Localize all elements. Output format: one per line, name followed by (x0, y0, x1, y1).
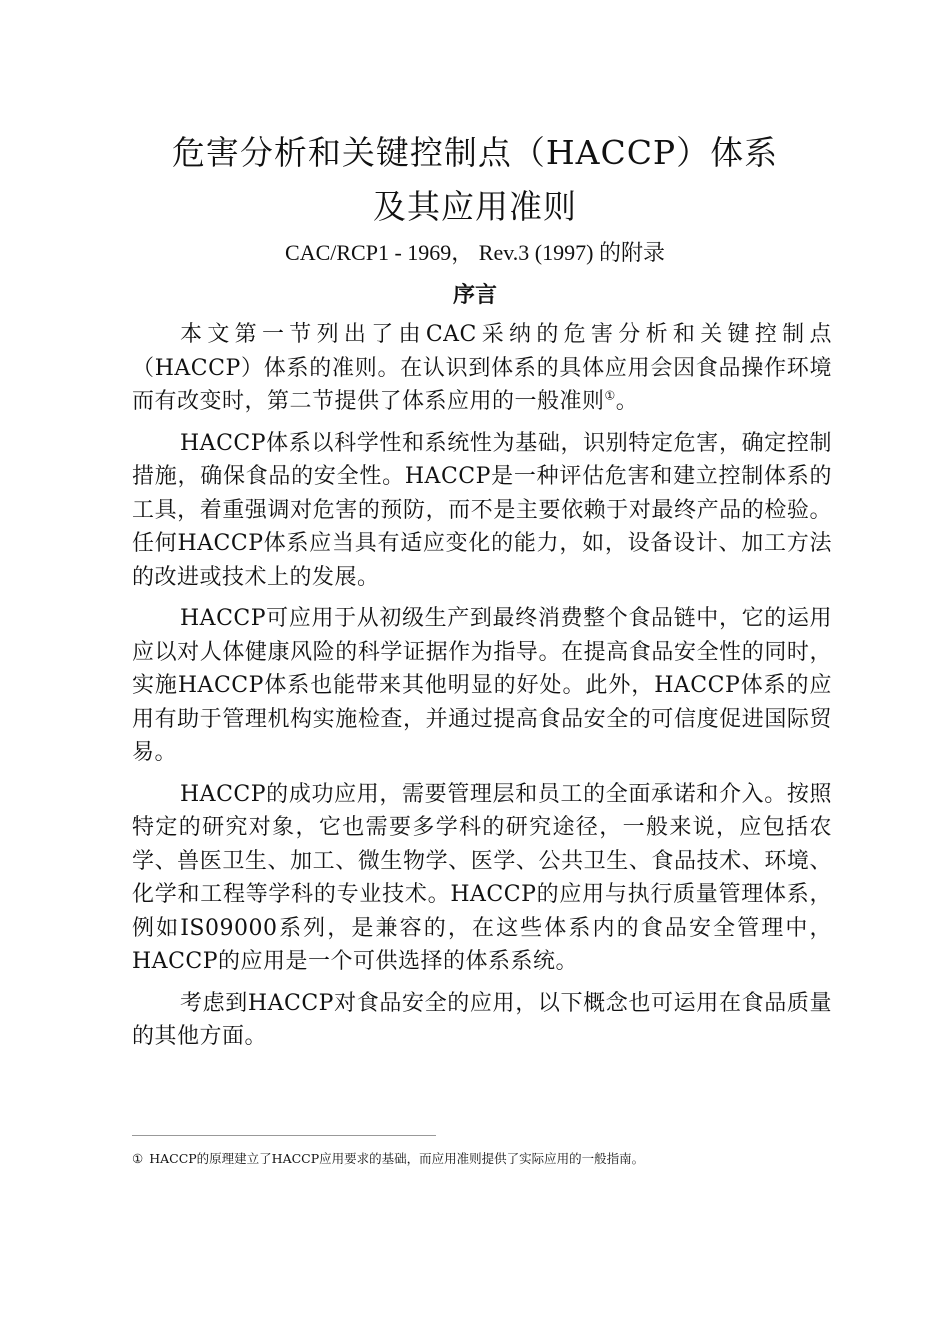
footnote (132, 1150, 832, 1168)
footnote-text: HACCP的原理建立了HACCP应用要求的基础，而应用准则提供了实际应用的一般指南。 (149, 1151, 645, 1166)
paragraph-2: HACCP体系以科学性和系统性为基础，识别特定危害，确定控制措施，确保食品的安全性。HACCP是一种评估危害和建立控制体系的工具，着重强调对危害的预防，而不是主要依赖于对最终产品的检验。任何HACCP体系应当具有适应变化的能力，如，设备设计、加工方法的改进或技术上的发展。 (132, 430, 832, 590)
document-subtitle: CAC/RCP1 - 1969， Rev.3 (1997) 的附录 (285, 240, 665, 265)
paragraph-1-text: 本文第一节列出了由CAC采纳的危害分析和关键控制点（HACCP）体系的准则。在认识到体系的具体应用会因食品操作环境而有改变时，第二节提供了体系应用的一般准则 (132, 322, 832, 414)
document-title-line-1: 危害分析和关键控制点（HACCP）体系 (171, 133, 779, 172)
paragraph-4: HACCP的成功应用，需要管理层和员工的全面承诺和介入。按照特定的研究对象，它也需要多学科的研究途径，一般来说，应包括农学、兽医卫生、加工、微生物学、医学、公共卫生、食品技术、环境、化学和工程等学科的专业技术。HACCP的应用与执行质量管理体系，例如IS09000系列，是兼容的，在这些体系内的食品安全管理中，HACCP的应用是一个可供选择的体系系统。 (132, 781, 832, 974)
footnote-separator (132, 1135, 436, 1136)
paragraph-5: 考虑到HACCP对食品安全的应用，以下概念也可运用在食品质量的其他方面。 (132, 990, 832, 1049)
paragraph-1 (132, 318, 832, 419)
paragraph-1-end: 。 (615, 389, 639, 414)
body-text (132, 318, 832, 1062)
footnote-marker: ① (132, 1151, 144, 1166)
paragraph-3: HACCP可应用于从初级生产到最终消费整个食品链中，它的运用应以对人体健康风险的科学证据作为指导。在提高食品安全性的同时，实施HACCP体系也能带来其他明显的好处。此外，HACCP体系的应用有助于管理机构实施检查，并通过提高食品安全的可信度促进国际贸易。 (132, 606, 832, 765)
footnote-reference[interactable]: ① (604, 388, 616, 403)
section-heading-preface: 序言 (452, 282, 497, 308)
document-title-line-2: 及其应用准则 (373, 187, 577, 226)
